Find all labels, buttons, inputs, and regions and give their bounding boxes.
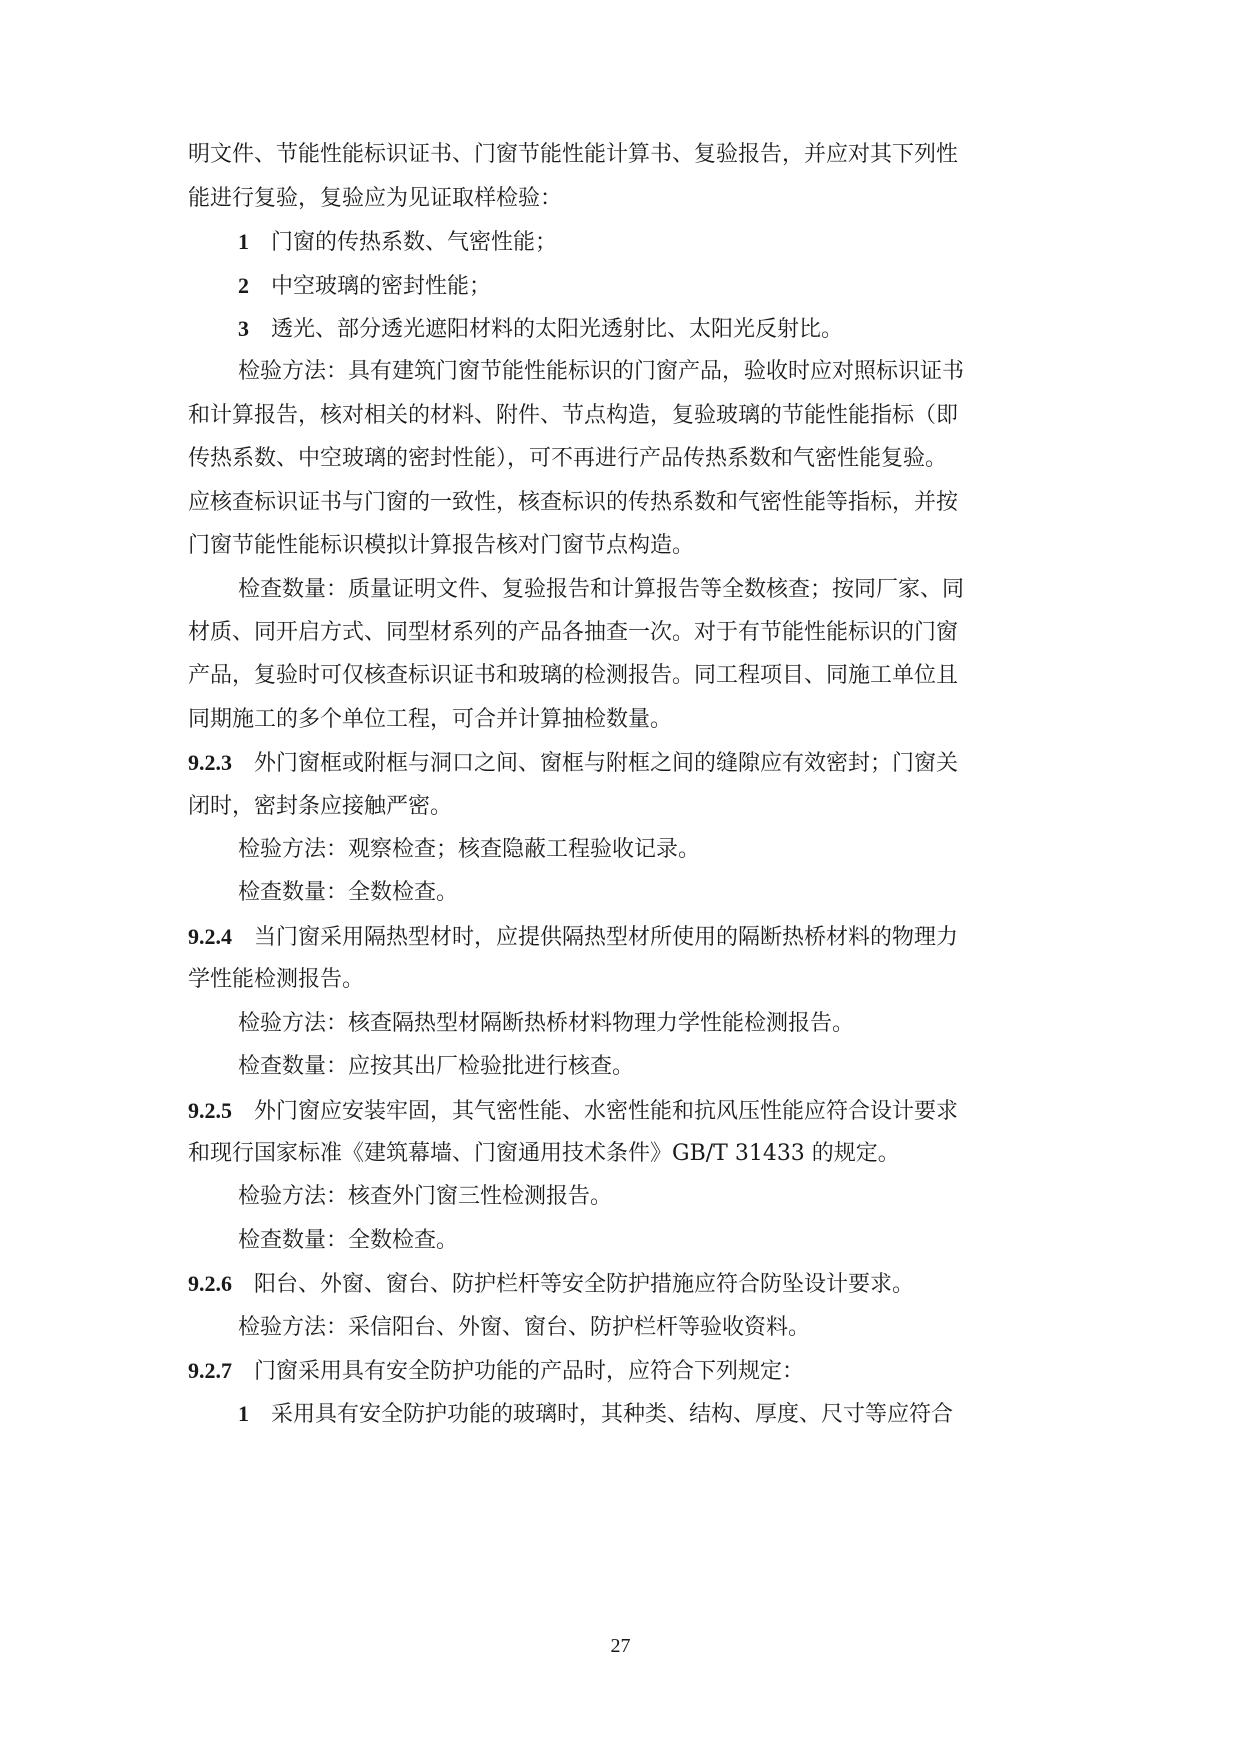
qty-922-line-1: 检查数量：质量证明文件、复验报告和计算报告等全数核查；按同厂家、同: [238, 577, 965, 602]
clause-number: 9.2.7: [188, 1358, 232, 1383]
list-item: [238, 1399, 1058, 1430]
method-926: 检验方法：采信阳台、外窗、窗台、防护栏杆等验收资料。: [238, 1315, 811, 1340]
list-item-text: 门窗的传热系数、气密性能；: [271, 230, 558, 255]
method-922-line-4: 应核查标识证书与门窗的一致性，核查标识的传热系数和气密性能等指标，并按: [188, 490, 959, 515]
method-922-line-1: 检验方法：具有建筑门窗节能性能标识的门窗产品，验收时应对照标识证书: [238, 359, 965, 384]
clause-925-line-1: 外门窗应安装牢固，其气密性能、水密性能和抗风压性能应符合设计要求: [254, 1099, 959, 1124]
list-item: [238, 227, 1058, 258]
clause-923: [188, 748, 1058, 779]
clause-number: 9.2.4: [188, 924, 232, 949]
clause-926: [188, 1269, 1058, 1300]
intro-line-1: 明文件、节能性能标识证书、门窗节能性能计算书、复验报告，并应对其下列性: [188, 142, 959, 167]
clause-927-line-1: 门窗采用具有安全防护功能的产品时，应符合下列规定：: [254, 1359, 805, 1384]
qty-922-line-2: 材质、同开启方式、同型材系列的产品各抽查一次。对于有节能性能标识的门窗: [188, 620, 959, 645]
list-item-number: 1: [238, 1401, 249, 1426]
list-item-number: 1: [238, 229, 249, 254]
qty-922-line-4: 同期施工的多个单位工程，可合并计算抽检数量。: [188, 707, 673, 732]
list-item-number: 3: [238, 316, 249, 341]
clause-927: [188, 1356, 1058, 1387]
clause-926-line-1: 阳台、外窗、窗台、防护栏杆等安全防护措施应符合防坠设计要求。: [254, 1272, 915, 1297]
method-925: 检验方法：核查外门窗三性检测报告。: [238, 1184, 613, 1209]
clause-925: [188, 1096, 1058, 1127]
intro-line-2: 能进行复验，复验应为见证取样检验：: [188, 186, 563, 211]
clause-925-line-2: 和现行国家标准《建筑幕墙、门窗通用技术条件》GB/T 31433 的规定。: [188, 1141, 900, 1166]
clause-923-line-2: 闭时，密封条应接触严密。: [188, 794, 453, 819]
clause-924-line-1: 当门窗采用隔热型材时，应提供隔热型材所使用的隔断热桥材料的物理力: [254, 925, 959, 950]
clause-number: 9.2.6: [188, 1271, 232, 1296]
clause-923-line-1: 外门窗框或附框与洞口之间、窗框与附框之间的缝隙应有效密封；门窗关: [254, 751, 959, 776]
clause-924: [188, 922, 1058, 953]
list-item-text: 中空玻璃的密封性能；: [271, 274, 492, 299]
method-922-line-2: 和计算报告，核对相关的材料、附件、节点构造，复验玻璃的节能性能指标（即: [188, 403, 959, 428]
list-item: [238, 314, 1058, 345]
list-item-text: 采用具有安全防护功能的玻璃时，其种类、结构、厚度、尺寸等应符合: [271, 1402, 954, 1427]
method-922-line-3: 传热系数、中空玻璃的密封性能），可不再进行产品传热系数和气密性能复验。: [188, 446, 948, 471]
qty-922-line-3: 产品，复验时可仅核查标识证书和玻璃的检测报告。同工程项目、同施工单位且: [188, 663, 959, 688]
method-922-line-5: 门窗节能性能标识模拟计算报告核对门窗节点构造。: [188, 533, 695, 558]
page-number: 27: [610, 1635, 631, 1657]
qty-923: 检查数量：全数检查。: [238, 880, 459, 905]
method-923: 检验方法：观察检查；核查隐蔽工程验收记录。: [238, 837, 701, 862]
list-item-number: 2: [238, 273, 249, 298]
clause-924-line-2: 学性能检测报告。: [188, 967, 365, 992]
method-924: 检验方法：核查隔热型材隔断热桥材料物理力学性能检测报告。: [238, 1011, 855, 1036]
qty-925: 检查数量：全数检查。: [238, 1228, 459, 1253]
list-item-text: 透光、部分透光遮阳材料的太阳光透射比、太阳光反射比。: [271, 317, 844, 342]
clause-number: 9.2.5: [188, 1098, 232, 1123]
clause-number: 9.2.3: [188, 750, 232, 775]
qty-924: 检查数量：应按其出厂检验批进行核查。: [238, 1054, 635, 1079]
list-item: [238, 271, 1058, 302]
